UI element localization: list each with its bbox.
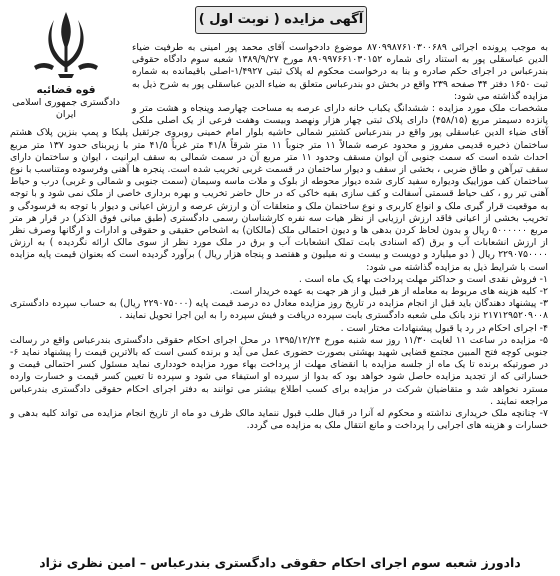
condition-2: ۲- کلیه هزینه های مربوط به معامله از هر قبیل و از هر جهت به عهده خریدار است. [229,286,548,298]
condition-1: ۱- فروش نقدی است و حداکثر مهلت پرداخت بهاء یک ماه است . [298,273,548,285]
judiciary-caption: قوه قضائیه [36,84,96,96]
signature-line: دادورز شعبه سوم اجرای احکام حقوقی دادگستری بندرعباس – امین نظری نژاد [39,555,521,570]
condition-7: ۷- چنانچه ملک خریداری نداشته و محکوم له آنرا در قبال طلب قبول ننماید مالک ظرف دو ماه از تاریخ انجام مزایده می تواند کلیه بدهی و خسارات و هزینه های اجرایی را پرداخت و مانع انتقال ملک به مزایده می گردد. [10,408,548,432]
condition-4: ۴- اجرای احکام در رد یا قبول پیشنهادات مختار است . [340,322,548,334]
notice-body [10,42,548,433]
property-specs-paragraph: مشخصات ملک مورد مزایده : ششدانگ یکباب خانه دارای عرصه به مساحت چهارصد وپنجاه و هشت متر و پانزده دسیمتر مربع (۴۵۸/۱۵) دارای پلاک ثبتی چهار هزار ونهصد وبیست وهفت فرعی از یک اصلی ملکی آقای ضیاء الدین عباسقلی پور واقع در بندرعباس کشتیر شمالی حاشیه بلوار امام خمینی روبروی جرثقیل پلیکا و پمپ بنزین پلاک هشتم ساختمان ذخیره قدیمی مفروز و محدود عرصه شمالاً ۱۱ متر جنوباً ۱۱ متر شرقاً ۴۱/۸ متر غرباً ۴۱/۵ متر با زیربنای حدود ۱۳۷ متر مربع احداث شده است که سمت جنوبی آن ایوان مسقف وحدود ۱۱ متر مربع آن در سمت شمالی به سقف ایرانیت ، ایوان و ساختمان دارای سقف تیرآهن و طاق ضربی ، بخشی از سقف و دیوار ساختمان در قسمت غربی تخریب شده است. پنجره ها آهنی وفرسوده ومتناسب با نوع ساختمان کف موزاییک ودیواره سفید کاری شده دیوار محوطه از بلوک و ملات ماسه وسیمان (سمت جنوبی و شمالی و غربی) درب و حیاط آهنی تیر رو ، کف حیاط قسمتی آسفالت و کف سازی بقیه خاکی که در حال حاضر تخریب و بهره برداری خاصی از ملک نمی شود و با توجه به موقعیت قرار گیری ملک و انواع کاربری و نوع ساختمان ملک و متعلقات آن و ارزش عرصه و ارزش اعیانی و دیوار با توجه به فرسودگی و تخریب بخشی از اعیانی فاقد ارزش ارزیابی از نظر هیات سه نفره کارشناسان رسمی دادگستری (طبق مبانی فوق الذکر) در قرار هر متر مربع ۵۰۰۰۰۰۰ ریال و بدون لحاظ کردن بدهی ها و دیون احتمالی ملک (مالکان) به اشخاص حقیقی و حقوقی و ادارات و ارگانها وصرف نظر از ارزش انشعابات آب و برق (که اسنادی بابت تملک انشعابات آب و برق در ملک مورد نظر از سوی مالک ارائه نگردیده ) به ارزش ۲۲۹۰۷۵۰۰۰۰ ریال ( دو میلیارد و دویست و بیست و نه میلیون و هفتصد و پنجاه هزار ریال ) برآورد گردیده است که بعنوان قیمت پایه مزایده است با شرایط ذیل به مزایده گذاشته می شود: [10,103,549,273]
condition-5-6: ۵- مزایده در ساعت ۱۱ لغایت ۱۱/۳۰ روز سه شنبه مورخ ۱۳۹۵/۱۲/۲۴ در محل اجرای احکام حقوقی دادگستری بندرعباس واقع در رسالت جنوبی کوچه فتح المبین مجتمع قضایی شهید بهشتی بصورت حضوری عمل می آید و برنده کسی است که بالاترین قیمت را پیشنهاد نماید ۶- در صورتیکه برنده تا یک ماه از جلسه مزایده با انقضای مهلت از پرداخت بهاء مورد مزایده خودداری نماید مسئول کسر احتمالی قیمت و خساراتی که از تجدید مزایده حاصل شود خواهد بود که بدوا از سپرده او استیفاء می شود و سپرده تا تعیین کسر قیمت و خسارت وارده مسترد نخواهد شد و متقاضیان شرکت در مزایده برای کسب اطلاع بیشتر می توانند به دفتر اجرای احکام حقوقی دادگستری بندرعباس مراجعه نمایند . [10,334,548,407]
notice-title: آگهی مزایده ( نوبت اول ) [195,6,367,34]
emblem-spacer [10,42,132,126]
judiciary-subcaption: دادگستری جمهوری اسلامی ایران [12,97,120,120]
condition-3: ۳- پیشنهاد دهندگان باید قبل از انجام مزایده در تاریخ روز مزایده معادل ده درصد قیمت پایه (۲۲۹۰۷۵۰۰۰ ریال) به حساب سپرده دادگستری ۲۱۷۱۲۹۵۲۰۹۰۰۸ نزد بانک ملی شعبه دادگستری بابت سپرده دریافت و فیش سپرده را به این اجرا تحویل نمایند . [10,298,549,322]
intro-paragraph: به موجب پرونده اجرائی ۸۷۰۹۹۸۷۶۱۰۳۰۰۶۸۹ موضوع دادخواست آقای محمد پور امینی به طرفیت ضیاء الدین عباسقلی پور به استناد رای شماره ۸۹۰۹۹۷۶۶۱۰۳۰۱۵۲ مورخ ۱۳۸۹/۹/۲۷ شعبه سوم دادگاه حقوقی بندرعباس در اجرای حکم صادره و بنا به درخواست محکوم له پلاک ثبتی ۱/۴۹۲۷-اصلی باقیمانده به شماره ثبت ۱۶۵۰ دفتر ۳۴ صفحه ۲۳۹ واقع در بخش دو بندرعباس متعلق به ضیاء الدین عباسقلی پور به شرح ذیل به مزایده گذاشته می شود: [132,42,549,102]
